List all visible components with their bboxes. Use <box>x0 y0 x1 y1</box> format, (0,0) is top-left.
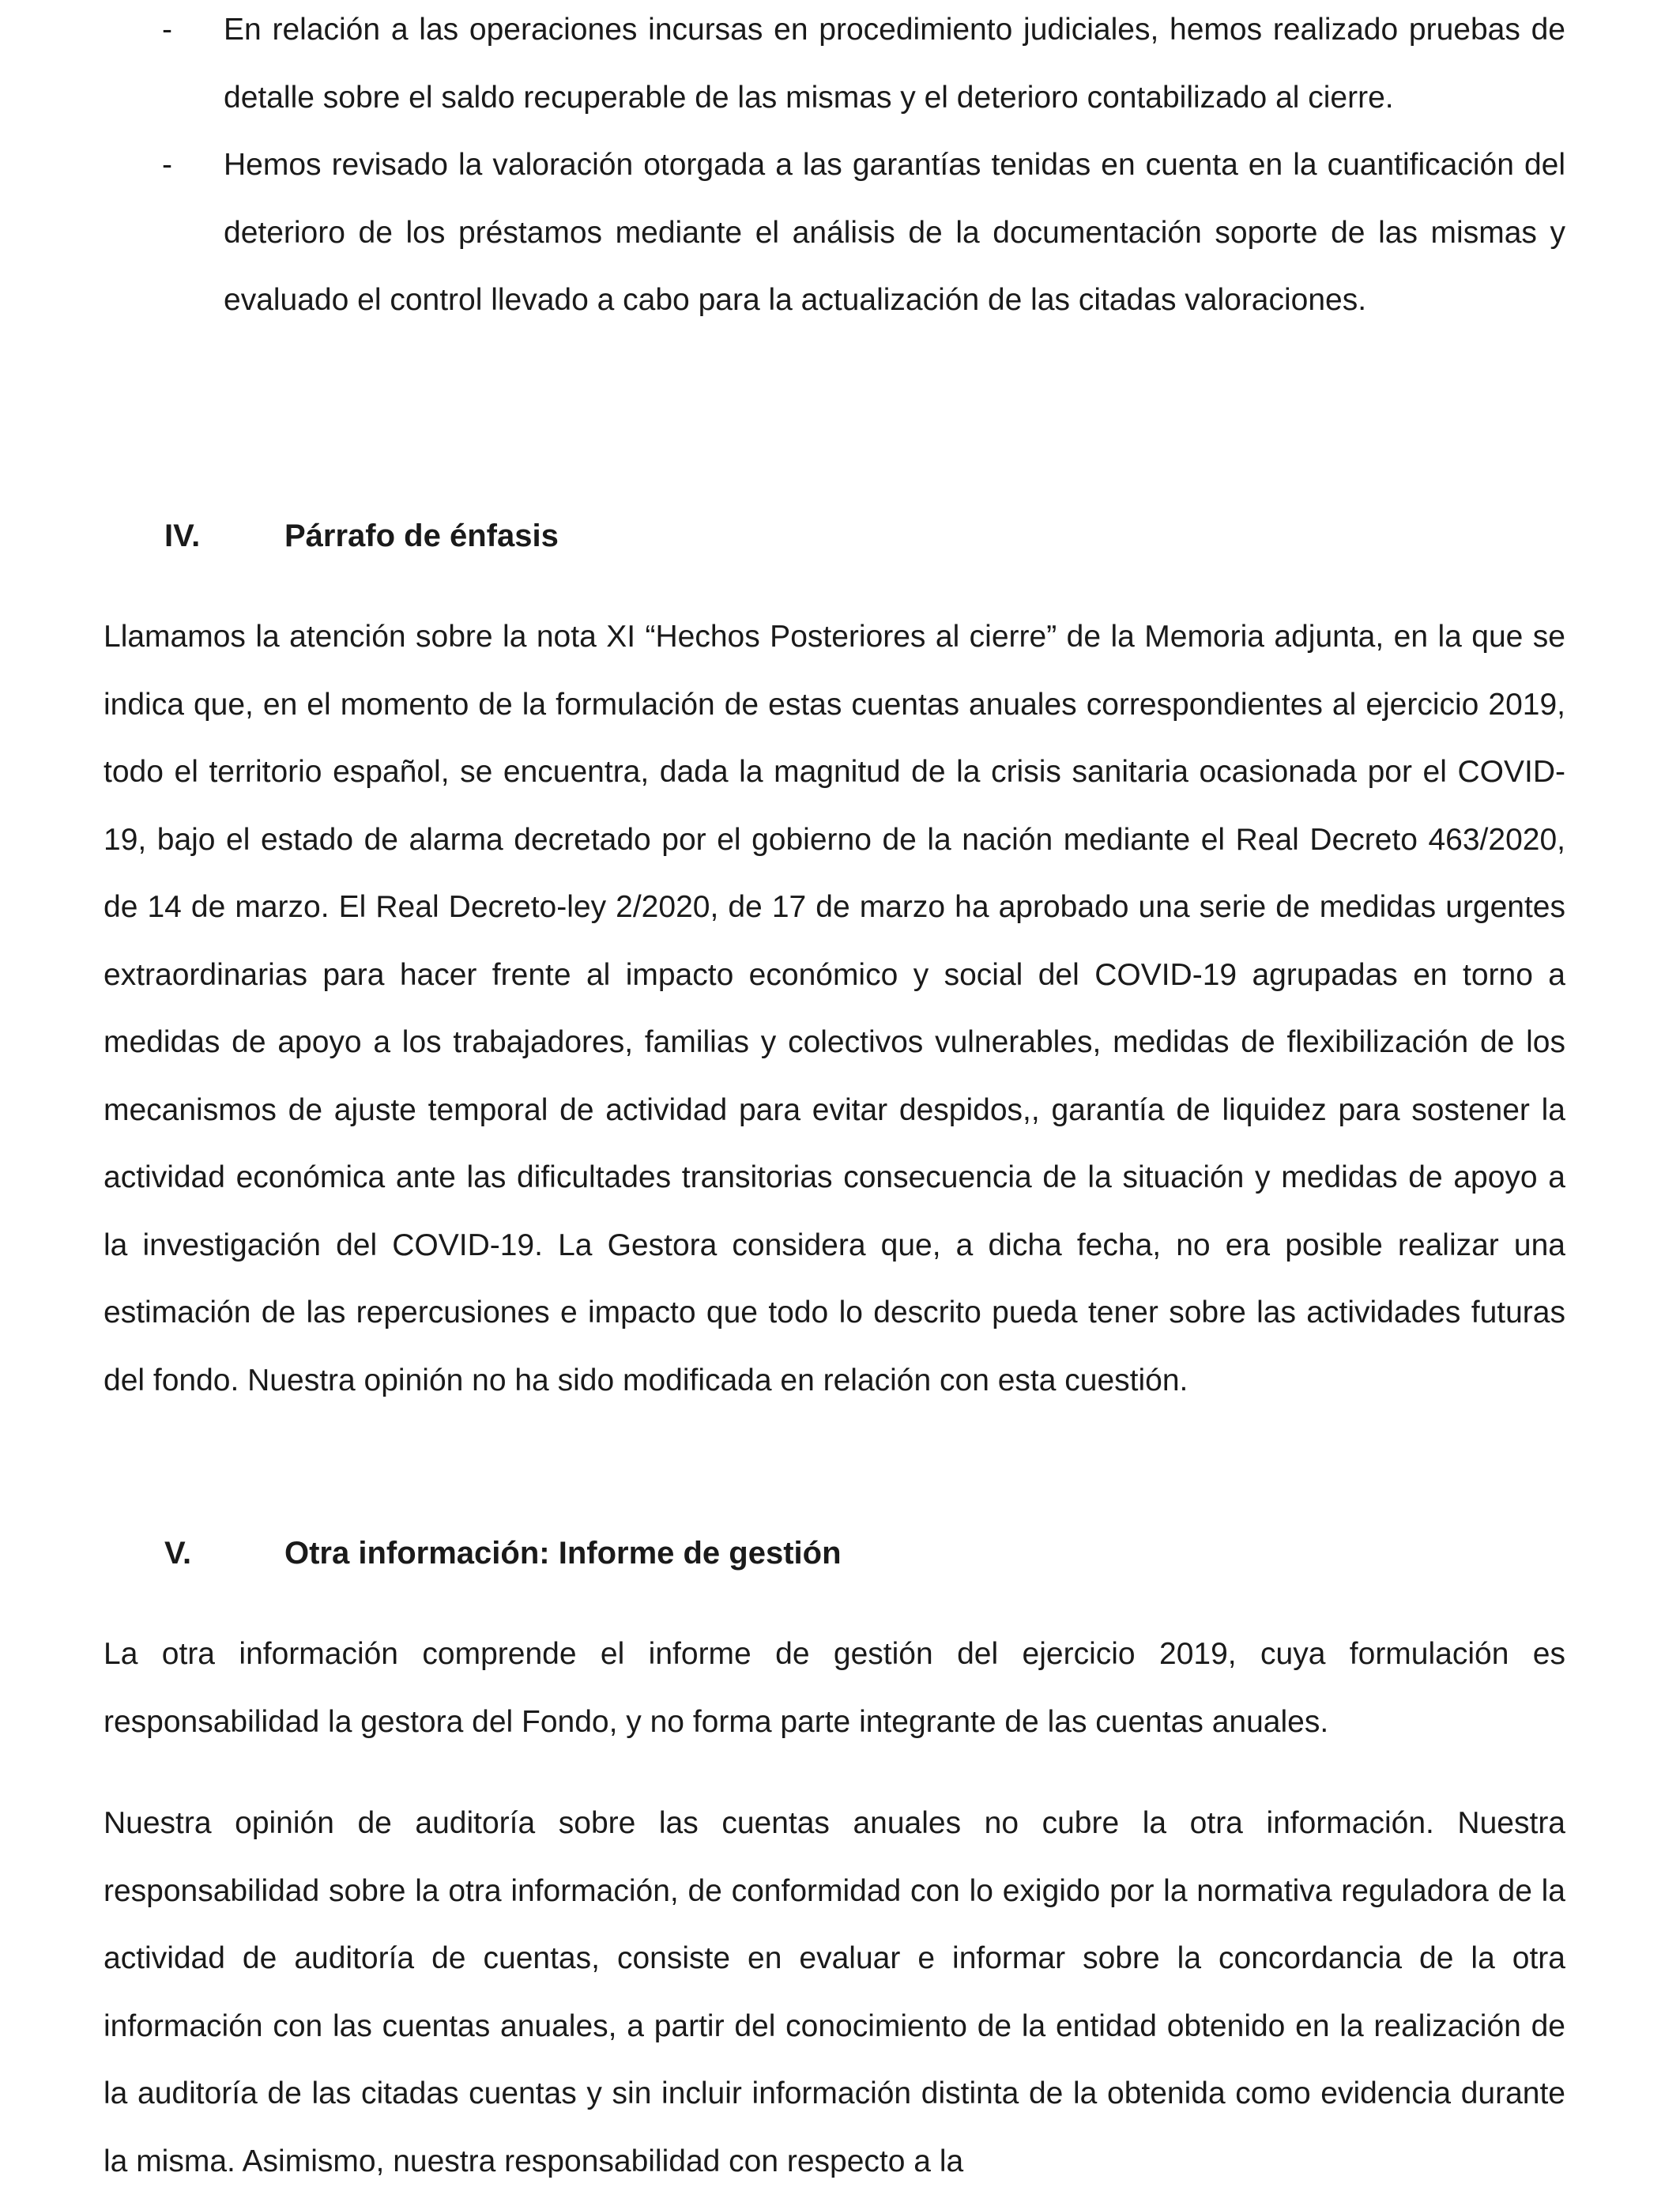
section-number: V. <box>164 1536 192 1571</box>
bullet-text: En relación a las operaciones incursas en procedimiento judiciales, hemos realizado pruebas de detalle sobre el saldo recuperable de las mismas y el deterioro contabilizado al cierre. <box>224 13 1565 115</box>
list-item <box>0 0 1680 131</box>
bullet-marker: - <box>162 13 172 47</box>
list-item <box>0 131 1680 334</box>
section-title: Otra información: Informe de gestión <box>284 1536 842 1571</box>
emphasis-paragraph: Llamamos la atención sobre la nota XI “Hechos Posteriores al cierre” de la Memoria adjunta, en la que se indica que, en el momento de la formulación de estas cuentas anuales correspondientes al ejercicio 2019, todo el territorio español, se encuentra, dada la magnitud de la crisis sanitaria ocasionada por el COVID-19, bajo el estado de alarma decretado por el gobierno de la nación mediante el Real Decreto 463/2020, de 14 de marzo. El Real Decreto-ley 2/2020, de 17 de marzo ha aprobado una serie de medidas urgentes extraordinarias para hacer frente al impacto económico y social del COVID-19 agrupadas en torno a medidas de apoyo a los trabajadores, familias y colectivos vulnerables, medidas de flexibilización de los mecanismos de ajuste temporal de actividad para evitar despidos,, garantía de liquidez para sostener la actividad económica ante las dificultades transitorias consecuencia de la situación y medidas de apoyo a la investigación del COVID-19. La Gestora considera que, a dicha fecha, no era posible realizar una estimación de las repercusiones e impacto que todo lo descrito pueda tener sobre las actividades futuras del fondo. Nuestra opinión no ha sido modificada en relación con esta cuestión. <box>104 620 1565 1397</box>
section-number: IV. <box>164 519 201 553</box>
bullet-list <box>0 0 1680 334</box>
audit-opinion-paragraph: Nuestra opinión de auditoría sobre las cuentas anuales no cubre la otra información. Nuestra responsabilidad sobre la otra información, de conformidad con lo exigido por la normativa reguladora de la actividad de auditoría de cuentas, consiste en evaluar e informar sobre la concordancia de la otra información con las cuentas anuales, a partir del conocimiento de la entidad obtenido en la realización de la auditoría de las citadas cuentas y sin incluir información distinta de la obtenida como evidencia durante la misma. Asimismo, nuestra responsabilidad con respecto a la <box>104 1806 1565 2178</box>
bullet-marker: - <box>162 148 172 182</box>
section-title: Párrafo de énfasis <box>284 519 559 553</box>
other-info-paragraph: La otra información comprende el informe de gestión del ejercicio 2019, cuya formulación es responsabilidad la gestora del Fondo, y no forma parte integrante de las cuentas anuales. <box>104 1637 1565 1739</box>
bullet-text: Hemos revisado la valoración otorgada a las garantías tenidas en cuenta en la cuantificación del deterioro de los préstamos mediante el análisis de la documentación soporte de las mismas y evaluado el control llevado a cabo para la actualización de las citadas valoraciones. <box>224 148 1565 317</box>
